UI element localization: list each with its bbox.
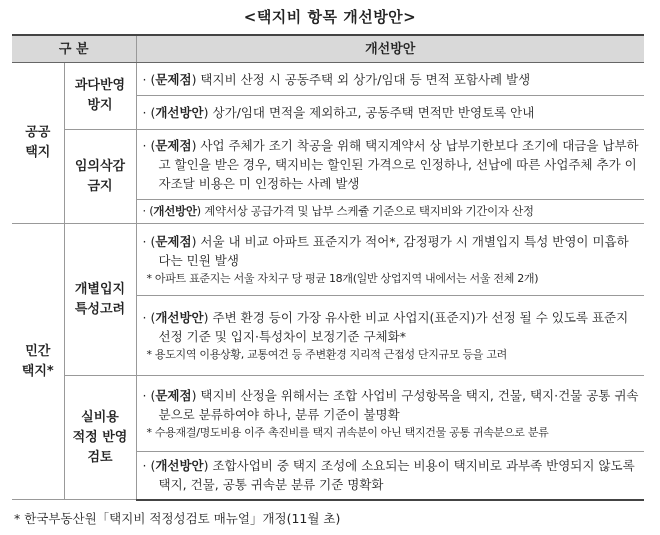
page-title: <택지비 항목 개선방안> [243,8,417,26]
table-row [12,224,644,296]
desc-cell [136,63,644,96]
desc-cell [136,376,644,452]
desc-cell [136,452,644,500]
item-note: * 수용재결/명도비용 이주 촉진비를 택지 귀속분이 아닌 택지건물 공통 귀속분으로 분류 [146,425,549,439]
row-label: 임의삭감 금지 [64,130,136,224]
item-solution: · (개선방안) 주변 환경 등이 가장 유사한 비교 사업지(표준지)가 선정 될 수 있도록 표준지 선정 기준 및 입지·특성차이 보정기준 구체화* [142,309,629,344]
item-note: * 용도지역 이용상황, 교통여건 등 주변환경 지리적 근접성 단지규모 등을 고려 [146,347,507,361]
footnote: * 한국부동산원「택지비 적정성검토 매뉴얼」개정(11월 초) [14,511,341,526]
item-problem: · (문제점) 택지비 산정을 위해서는 조합 사업비 구성항목을 택지, 건물, 택지·건물 공통 귀속분으로 분류하여야 하나, 분류 기준이 불명확 [142,387,639,422]
item-note: * 아파트 표준지는 서울 자치구 당 평균 18개(일반 상업지역 내에서는 서울 전체 2개) [146,271,539,285]
table-row [12,130,644,200]
row-label: 실비용 적정 반영 검토 [64,376,136,500]
desc-cell [136,130,644,200]
desc-cell [136,200,644,224]
desc-cell [136,224,644,296]
row-label: 과다반영 방지 [64,63,136,130]
item-solution: · (개선방안) 계약서상 공급가격 및 납부 스케쥴 기준으로 택지비와 기간이자 산정 [142,204,534,218]
desc-cell [136,296,644,376]
item-solution: · (개선방안) 상가/임대 면적을 제외하고, 공동주택 면적만 반영토록 안내 [142,105,535,120]
category-public: 공공 택지 [12,63,64,224]
header-category: 구 분 [12,35,136,63]
table-header-row [12,35,644,63]
row-label: 개별입지 특성고려 [64,224,136,376]
item-problem: · (문제점) 서울 내 비교 아파트 표준지가 적어*, 감정평가 시 개별입지 특성 반영이 미흡하다는 민원 발생 [142,233,629,268]
header-improvement: 개선방안 [136,35,644,63]
improvement-table [12,34,644,501]
category-private: 민간 택지* [12,224,64,500]
item-problem: · (문제점) 택지비 산정 시 공동주택 외 상가/임대 등 면적 포함사례 발생 [142,71,531,87]
table-row [12,63,644,96]
item-problem: · (문제점) 사업 주체가 조기 착공을 위해 택지계약서 상 납부기한보다 조기에 대금을 납부하고 할인을 받은 경우, 택지비는 할인된 가격으로 인정하나, 선납에 따른 사업주체 추가 이자조달 비용은 미 인정하는 사례 발생 [142,138,639,191]
item-solution: · (개선방안) 조합사업비 중 택지 조성에 소요되는 비용이 택지비로 과부족 반영되지 않도록 택지, 건물, 공통 귀속분 분류 기준 명확화 [142,458,635,493]
desc-cell [136,96,644,130]
table-row [12,376,644,452]
